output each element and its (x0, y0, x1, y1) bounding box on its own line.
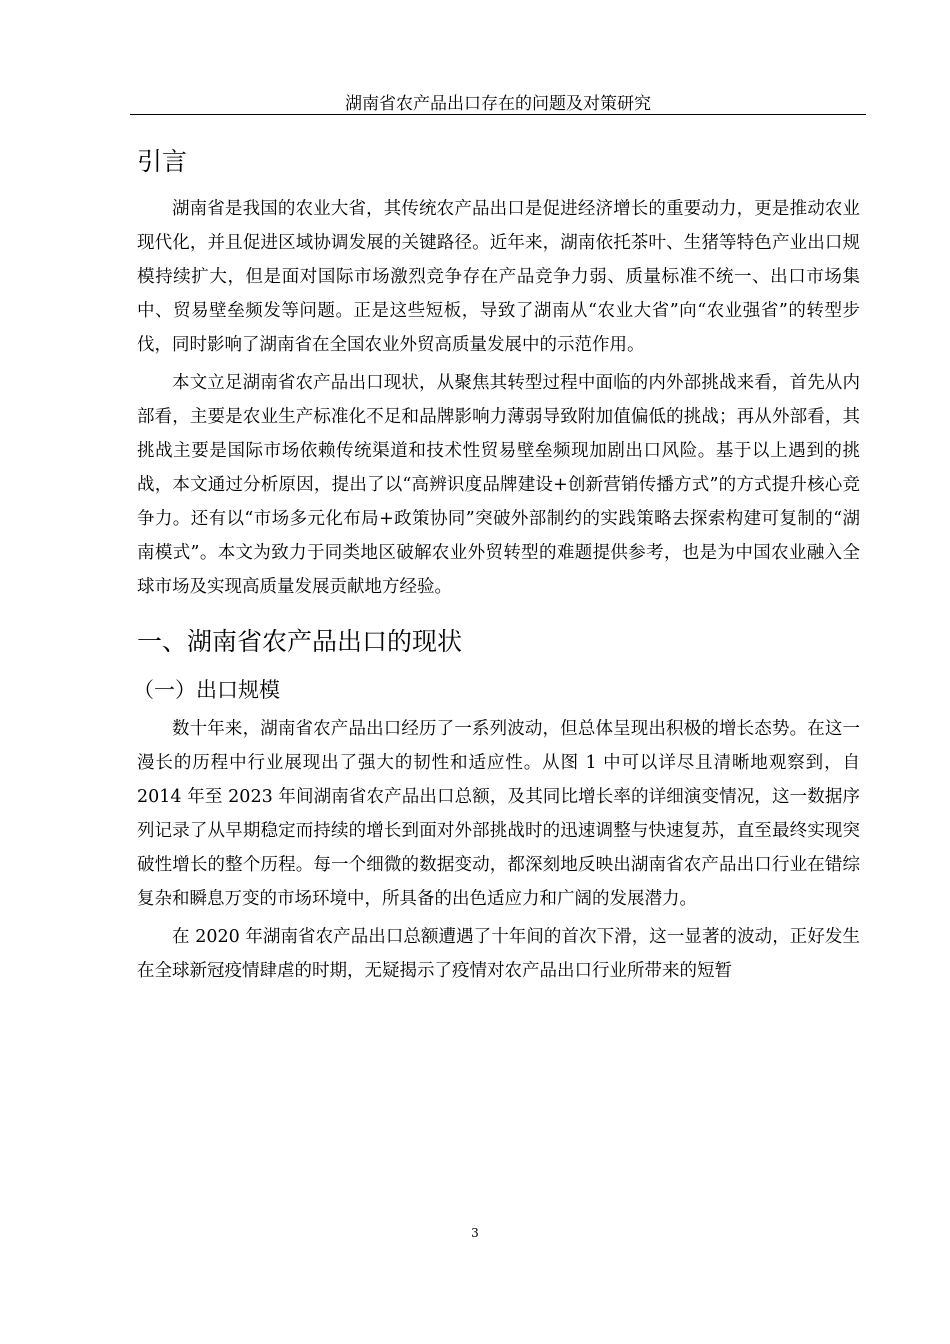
section-heading-export-scale: （一）出口规模 (133, 678, 280, 702)
running-header-title: 湖南省农产品出口存在的问题及对策研究 (345, 94, 651, 114)
page-number: 3 (471, 1226, 479, 1240)
export-scale-paragraph-1: 数十年来，湖南省农产品出口经历了一系列波动，但总体呈现出积极的增长态势。在这一漫长的历程中行业展现出了强大的韧性和适应性。从图 1 中可以详尽且清晰地观察到，自 2014 年至 2023 年间湖南省农产品出口总额，及其同比增长率的详细演变情况，这一数据序列记录了从早期稳定而持续的增长到面对外部挑战时的迅速调整与快速复苏，直至最终实现突破性增长的整个历程。每一个细微的数据变动，都深刻地反映出湖南省农产品出口行业在错综复杂和瞬息万变的市场环境中，所具备的出色适应力和广阔的发展潜力。 (137, 719, 860, 909)
page-body (133, 142, 860, 992)
header-divider (130, 114, 866, 115)
export-scale-paragraph-2: 在 2020 年湖南省农产品出口总额遭遇了十年间的首次下滑，这一显著的波动，正好发生在全球新冠疫情肆虐的时期，无疑揭示了疫情对农产品出口行业所带来的短暂 (137, 927, 860, 981)
intro-paragraph-2: 本文立足湖南省农产品出口现状，从聚焦其转型过程中面临的内外部挑战来看，首先从内部看，主要是农业生产标准化不足和品牌影响力薄弱导致附加值偏低的挑战；再从外部看，其挑战主要是国际市场依赖传统渠道和技术性贸易壁垒频现加剧出口风险。基于以上遇到的挑战，本文通过分析原因，提出了以“高辨识度品牌建设+创新营销传播方式”的方式提升核心竞争力。还有以“市场多元化布局+政策协同”突破外部制约的实践策略去探索构建可复制的“湖南模式”。本文为致力于同类地区破解农业外贸转型的难题提供参考，也是为中国农业融入全球市场及实现高质量发展贡献地方经验。 (137, 373, 860, 597)
intro-paragraph-1: 湖南省是我国的农业大省，其传统农产品出口是促进经济增长的重要动力，更是推动农业现代化，并且促进区域协调发展的关键路径。近年来，湖南依托茶叶、生猪等特色产业出口规模持续扩大，但是面对国际市场激烈竞争存在产品竞争力弱、质量标准不统一、出口市场集中、贸易壁垒频发等问题。正是这些短板，导致了湖南从“农业大省”向“农业强省”的转型步伐，同时影响了湖南省在全国农业外贸高质量发展中的示范作用。 (137, 199, 860, 355)
chapter-heading: 一、湖南省农产品出口的现状 (137, 627, 463, 656)
intro-heading: 引言 (137, 147, 188, 176)
